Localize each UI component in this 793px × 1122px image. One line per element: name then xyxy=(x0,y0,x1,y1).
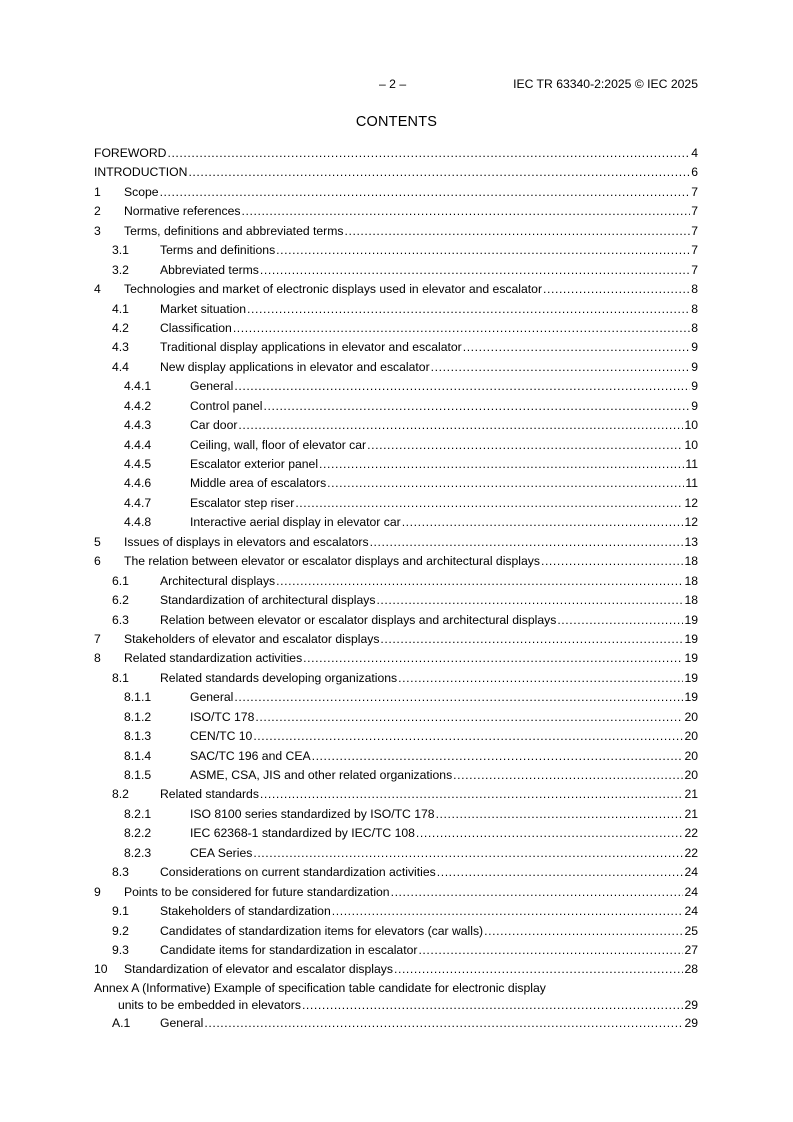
toc-entry-page: 10 xyxy=(683,436,698,455)
toc-dot-leader xyxy=(380,630,683,649)
toc-entry-label: INTRODUCTION xyxy=(94,163,188,182)
toc-entry-label: Abbreviated terms xyxy=(160,261,260,280)
toc-entry-page: 19 xyxy=(683,630,698,649)
toc-entry-page: 18 xyxy=(683,591,698,610)
toc-dot-leader xyxy=(295,494,683,513)
toc-entry-page: 7 xyxy=(690,222,698,241)
toc-dot-leader xyxy=(234,377,690,396)
toc-entry-number: 8.2.1 xyxy=(124,806,152,821)
toc-entry-page: 22 xyxy=(683,844,698,863)
toc-entry[interactable] xyxy=(94,222,698,241)
toc-entry[interactable] xyxy=(94,611,698,630)
toc-entry-number: 2 xyxy=(94,204,101,219)
toc-entry-label: Considerations on current standardization activities xyxy=(160,863,437,882)
toc-dot-leader xyxy=(391,883,684,902)
toc-entry-page: 20 xyxy=(683,766,698,785)
toc-entry-label: Car door xyxy=(190,416,238,435)
toc-entry-number: 6 xyxy=(94,554,101,569)
toc-entry-number: 1 xyxy=(94,184,101,199)
page-title: CONTENTS xyxy=(355,114,438,130)
toc-dot-leader xyxy=(541,552,683,571)
toc-entry[interactable] xyxy=(94,883,698,902)
toc-entry-page: 12 xyxy=(683,494,698,513)
toc-entry-number: 8.1.3 xyxy=(124,729,152,744)
toc-entry[interactable] xyxy=(94,474,698,493)
toc-entry-page: 6 xyxy=(690,163,698,182)
toc-entry-label: The relation between elevator or escalator displays and architectural displays xyxy=(124,552,541,571)
toc-dot-leader xyxy=(543,280,690,299)
toc-entry-label: Architectural displays xyxy=(160,572,276,591)
toc-entry-number: 8.2.3 xyxy=(124,845,152,860)
table-of-contents xyxy=(94,144,698,1033)
toc-entry[interactable] xyxy=(94,397,698,416)
toc-entry[interactable] xyxy=(94,377,698,396)
toc-dot-leader xyxy=(437,863,684,882)
toc-entry-number: 8.2 xyxy=(112,787,129,802)
toc-dot-leader xyxy=(312,747,684,766)
toc-entry-page: 9 xyxy=(690,377,698,396)
document-reference: IEC TR 63340-2:2025 © IEC 2025 xyxy=(513,77,698,91)
toc-entry[interactable] xyxy=(94,960,698,979)
toc-entry-label: Stakeholders of standardization xyxy=(160,902,332,921)
toc-dot-leader xyxy=(255,708,683,727)
toc-entry-number: 4.4 xyxy=(112,359,129,374)
toc-dot-leader xyxy=(376,591,683,610)
toc-entry-number: 4.1 xyxy=(112,301,129,316)
toc-entry[interactable] xyxy=(94,319,698,338)
toc-entry[interactable] xyxy=(94,649,698,668)
toc-entry-number: 9.1 xyxy=(112,904,129,919)
toc-dot-leader xyxy=(260,261,690,280)
toc-entry-label: ASME, CSA, JIS and other related organizations xyxy=(190,766,453,785)
toc-entry[interactable] xyxy=(94,922,698,941)
toc-entry-page: 20 xyxy=(683,727,698,746)
toc-entry[interactable] xyxy=(94,591,698,610)
toc-entry[interactable] xyxy=(94,941,698,960)
toc-entry-label: Relation between elevator or escalator displays and architectural displays xyxy=(160,611,557,630)
toc-annex-title-continued xyxy=(94,997,698,1014)
toc-entry-page: 19 xyxy=(683,611,698,630)
toc-dot-leader xyxy=(418,941,683,960)
toc-entry-label: Standardization of elevator and escalator displays xyxy=(124,960,394,979)
toc-entry-page: 20 xyxy=(683,747,698,766)
toc-entry-label: Traditional display applications in elevator and escalator xyxy=(160,338,463,357)
toc-entry-number: 4.4.6 xyxy=(124,476,152,491)
toc-dot-leader xyxy=(242,202,691,221)
toc-dot-leader xyxy=(557,611,683,630)
toc-entry[interactable] xyxy=(94,669,698,688)
toc-entry-number: 8 xyxy=(94,651,101,666)
toc-dot-leader xyxy=(484,922,683,941)
toc-entry-page: 9 xyxy=(690,397,698,416)
toc-entry-label: Normative references xyxy=(124,202,242,221)
toc-entry-number: 8.3 xyxy=(112,865,129,880)
toc-entry[interactable] xyxy=(94,747,698,766)
toc-entry[interactable] xyxy=(94,436,698,455)
toc-entry-label: Classification xyxy=(160,319,233,338)
toc-entry[interactable] xyxy=(94,241,698,260)
toc-entry-label: Issues of displays in elevators and escalators xyxy=(124,533,370,552)
toc-dot-leader xyxy=(463,338,691,357)
toc-entry-page: 7 xyxy=(690,261,698,280)
toc-entry-label: New display applications in elevator and escalator xyxy=(160,358,431,377)
toc-entry-number: 4.4.1 xyxy=(124,379,152,394)
toc-entry-label: Market situation xyxy=(160,300,247,319)
toc-entry-number: 4.4.4 xyxy=(124,437,152,452)
toc-entry-label: Related standards xyxy=(160,785,260,804)
toc-entry-label: ISO 8100 series standardized by ISO/TC 178 xyxy=(190,805,436,824)
toc-entry-number: 10 xyxy=(94,962,108,977)
toc-entry-number: 4 xyxy=(94,282,101,297)
toc-entry-page: 21 xyxy=(683,785,698,804)
toc-entry-label: Candidates of standardization items for elevators (car walls) xyxy=(160,922,484,941)
toc-entry[interactable] xyxy=(94,338,698,357)
toc-entry-number: 4.3 xyxy=(112,340,129,355)
toc-entry-label: Candidate items for standardization in escalator xyxy=(160,941,418,960)
page-number: – 2 – xyxy=(379,77,407,91)
toc-entry-number: 3.1 xyxy=(112,243,129,258)
toc-entry-page: 18 xyxy=(683,552,698,571)
toc-annex-entry[interactable] xyxy=(94,980,698,1014)
toc-entry[interactable] xyxy=(94,1014,698,1033)
toc-dot-leader xyxy=(233,319,690,338)
toc-entry[interactable] xyxy=(94,572,698,591)
toc-dot-leader xyxy=(327,474,684,493)
toc-entry[interactable] xyxy=(94,144,698,163)
toc-entry-page: 8 xyxy=(690,300,698,319)
toc-entry-page: 7 xyxy=(690,202,698,221)
toc-dot-leader xyxy=(453,766,683,785)
toc-dot-leader xyxy=(332,902,684,921)
toc-entry-label: Terms, definitions and abbreviated terms xyxy=(124,222,344,241)
toc-entry[interactable] xyxy=(94,863,698,882)
toc-entry[interactable] xyxy=(94,280,698,299)
toc-entry[interactable] xyxy=(94,785,698,804)
toc-entry-number: 9 xyxy=(94,884,101,899)
toc-entry-page: 24 xyxy=(683,902,698,921)
toc-dot-leader xyxy=(234,688,683,707)
toc-entry-page: 8 xyxy=(690,280,698,299)
toc-entry-page: 18 xyxy=(683,572,698,591)
toc-entry-label: Escalator exterior panel xyxy=(190,455,319,474)
toc-entry-number: 4.4.5 xyxy=(124,457,152,471)
toc-entry-page: 21 xyxy=(683,805,698,824)
toc-entry[interactable] xyxy=(94,805,698,824)
toc-entry-page: 9 xyxy=(690,338,698,357)
toc-entry-page: 27 xyxy=(683,941,698,960)
toc-entry-page: 12 xyxy=(683,513,698,532)
toc-dot-leader xyxy=(398,669,683,688)
toc-entry[interactable] xyxy=(94,552,698,571)
toc-dot-leader xyxy=(402,513,684,532)
toc-entry-number: 5 xyxy=(94,534,101,549)
toc-entry-number: A.1 xyxy=(112,1015,131,1030)
toc-entry[interactable] xyxy=(94,202,698,221)
toc-entry[interactable] xyxy=(94,513,698,532)
toc-entry-page: 9 xyxy=(690,358,698,377)
toc-entry-label: Middle area of escalators xyxy=(190,474,327,493)
toc-entry-page: 4 xyxy=(690,144,698,163)
toc-entry-label: CEA Series xyxy=(190,844,253,863)
toc-entry-label: Standardization of architectural displays xyxy=(160,591,376,610)
toc-entry-number: 4.4.8 xyxy=(124,515,152,530)
toc-entry[interactable] xyxy=(94,163,698,182)
toc-entry-page: 19 xyxy=(683,688,698,707)
toc-entry-page: 25 xyxy=(683,922,698,941)
toc-entry[interactable] xyxy=(94,358,698,377)
toc-entry-label: FOREWORD xyxy=(94,144,167,163)
toc-dot-leader xyxy=(319,455,684,474)
toc-entry-page: 24 xyxy=(683,863,698,882)
toc-dot-leader xyxy=(367,436,683,455)
toc-dot-leader xyxy=(188,163,690,182)
toc-entry-label: Interactive aerial display in elevator car xyxy=(190,513,402,532)
toc-entry-page: 29 xyxy=(683,1014,698,1033)
toc-entry-number: 4.4.2 xyxy=(124,398,152,413)
toc-entry-page: 7 xyxy=(690,183,698,202)
toc-dot-leader xyxy=(253,844,683,863)
toc-entry-page: 11 xyxy=(684,455,698,474)
toc-entry-number: 6.3 xyxy=(112,612,129,627)
toc-entry-number: 9.2 xyxy=(112,923,129,938)
toc-entry-label: ISO/TC 178 xyxy=(190,708,255,727)
toc-entry[interactable] xyxy=(94,630,698,649)
toc-entry-number: 8.1.1 xyxy=(124,690,152,705)
toc-entry[interactable] xyxy=(94,766,698,785)
toc-entry-page: 19 xyxy=(683,669,698,688)
toc-entry-page: 11 xyxy=(684,474,698,493)
toc-dot-leader xyxy=(253,727,683,746)
toc-entry-number: 8.1.4 xyxy=(124,748,152,763)
toc-entry-label: General xyxy=(190,377,234,396)
toc-entry-number: 6.2 xyxy=(112,593,129,608)
toc-entry-label: Scope xyxy=(124,183,160,202)
toc-entry[interactable] xyxy=(94,300,698,319)
toc-entry[interactable] xyxy=(94,533,698,552)
toc-entry-label: Technologies and market of electronic displays used in elevator and escalator xyxy=(124,280,543,299)
toc-entry-label: Escalator step riser xyxy=(190,494,295,513)
toc-entry-page: 22 xyxy=(683,824,698,843)
toc-entry-label: SAC/TC 196 and CEA xyxy=(190,747,312,766)
toc-dot-leader xyxy=(204,1014,683,1033)
toc-entry-page: 28 xyxy=(683,960,698,979)
toc-entry-number: 6.1 xyxy=(112,573,129,588)
toc-annex-title: Annex A (Informative) Example of specification table candidate for electronic display xyxy=(94,980,546,995)
toc-entry[interactable] xyxy=(94,844,698,863)
toc-entry-number: 4.2 xyxy=(112,320,129,335)
toc-entry-number: 8.1.5 xyxy=(124,768,152,782)
toc-entry-label: General xyxy=(190,688,234,707)
toc-entry-label: Points to be considered for future standardization xyxy=(124,883,391,902)
toc-dot-leader xyxy=(276,572,683,591)
toc-entry[interactable] xyxy=(94,824,698,843)
toc-dot-leader xyxy=(276,241,690,260)
toc-dot-leader xyxy=(264,397,691,416)
toc-entry-page: 19 xyxy=(683,649,698,668)
toc-dot-leader xyxy=(167,144,690,163)
toc-dot-leader xyxy=(160,183,691,202)
toc-entry-page: 13 xyxy=(683,533,698,552)
toc-entry-page: 29 xyxy=(684,997,698,1012)
toc-entry-number: 8.1.2 xyxy=(124,709,152,724)
toc-dot-leader xyxy=(431,358,691,377)
toc-entry-label: Stakeholders of elevator and escalator displays xyxy=(124,630,380,649)
toc-entry-page: 20 xyxy=(683,708,698,727)
toc-entry[interactable] xyxy=(94,708,698,727)
toc-entry-label: Ceiling, wall, floor of elevator car xyxy=(190,436,367,455)
toc-entry-page: 24 xyxy=(683,883,698,902)
toc-dot-leader xyxy=(260,785,684,804)
toc-entry[interactable] xyxy=(94,902,698,921)
toc-dot-leader xyxy=(344,222,690,241)
toc-entry-page: 7 xyxy=(690,241,698,260)
toc-dot-leader xyxy=(238,416,683,435)
toc-entry-label: Control panel xyxy=(190,397,264,416)
toc-dot-leader xyxy=(416,824,684,843)
toc-entry[interactable] xyxy=(94,183,698,202)
toc-entry[interactable] xyxy=(94,261,698,280)
toc-entry[interactable] xyxy=(94,455,698,474)
toc-entry-number: 9.3 xyxy=(112,942,129,957)
toc-entry[interactable] xyxy=(94,727,698,746)
toc-dot-leader xyxy=(436,805,684,824)
toc-entry-number: 4.4.3 xyxy=(124,418,152,433)
toc-entry[interactable] xyxy=(94,494,698,513)
toc-annex-subtitle: units to be embedded in elevators xyxy=(118,997,301,1012)
toc-entry-label: CEN/TC 10 xyxy=(190,727,253,746)
toc-entry[interactable] xyxy=(94,416,698,435)
toc-entry-label: Terms and definitions xyxy=(160,241,276,260)
toc-entry-number: 8.1 xyxy=(112,670,129,685)
toc-entry-number: 8.2.2 xyxy=(124,826,152,841)
toc-entry[interactable] xyxy=(94,688,698,707)
toc-dot-leader xyxy=(303,649,683,668)
toc-entry-label: Related standardization activities xyxy=(124,649,303,668)
toc-entry-number: 4.4.7 xyxy=(124,495,152,510)
toc-entry-page: 8 xyxy=(690,319,698,338)
toc-entry-label: IEC 62368-1 standardized by IEC/TC 108 xyxy=(190,824,416,843)
toc-dot-leader xyxy=(302,997,684,1014)
toc-entry-number: 7 xyxy=(94,631,101,646)
toc-dot-leader xyxy=(247,300,690,319)
toc-entry-label: Related standards developing organizations xyxy=(160,669,398,688)
toc-entry-page: 10 xyxy=(683,416,698,435)
toc-dot-leader xyxy=(394,960,683,979)
toc-dot-leader xyxy=(370,533,684,552)
toc-entry-number: 3 xyxy=(94,223,101,238)
toc-entry-number: 3.2 xyxy=(112,262,129,277)
toc-entry-label: General xyxy=(160,1014,204,1033)
